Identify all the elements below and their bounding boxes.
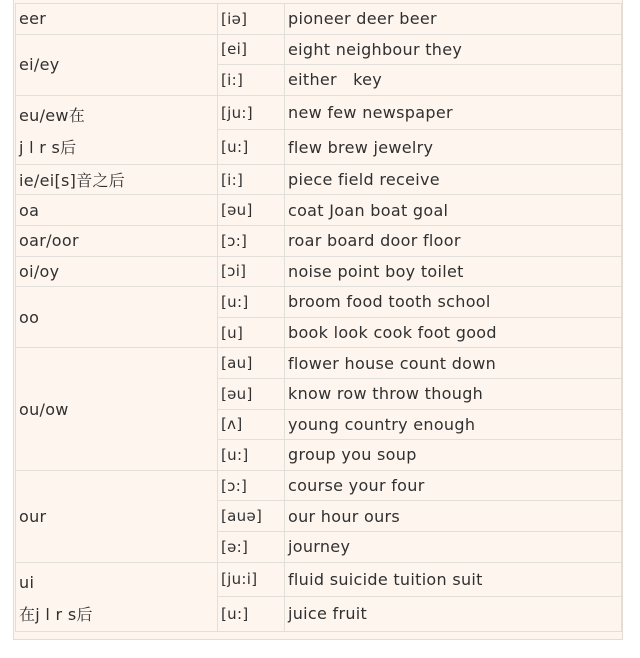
- letter-pattern: eu/ew在: [19, 105, 86, 125]
- letter-pattern: ui: [19, 572, 35, 592]
- example-words: fluid suicide tuition suit: [285, 562, 622, 597]
- letter-pattern-cell: [16, 4, 218, 35]
- phonetic-symbol: [əu]: [218, 195, 285, 226]
- phonetic-symbol: [ʌ]: [218, 409, 285, 440]
- phonetic-symbol: [ei]: [218, 34, 285, 65]
- phonetic-symbol: [u:]: [218, 597, 285, 632]
- example-words: journey: [285, 531, 622, 562]
- example-words: noise point boy toilet: [285, 256, 622, 287]
- table-row: [16, 256, 622, 287]
- phonetic-symbol: [ju:i]: [218, 562, 285, 597]
- phonics-table: [15, 3, 622, 632]
- phonetic-symbol: [ɔ:]: [218, 470, 285, 501]
- letter-pattern: ou/ow: [19, 399, 69, 419]
- example-words: young country enough: [285, 409, 622, 440]
- table-row: [16, 34, 622, 65]
- table-row: [16, 4, 622, 35]
- example-words: either key: [285, 65, 622, 96]
- phonetic-symbol: [u:]: [218, 287, 285, 318]
- letter-pattern: ie/ei[s]音之后: [19, 171, 126, 191]
- phonetic-symbol: [ɔi]: [218, 256, 285, 287]
- example-words: coat Joan boat goal: [285, 195, 622, 226]
- example-words: course your four: [285, 470, 622, 501]
- table-row: [16, 348, 622, 379]
- phonetic-symbol: [u]: [218, 317, 285, 348]
- example-words: eight neighbour they: [285, 34, 622, 65]
- example-words: flew brew jewelry: [285, 130, 622, 165]
- phonics-table-body: [16, 4, 622, 632]
- letter-pattern-cell: [16, 287, 218, 348]
- example-words: roar board door floor: [285, 225, 622, 256]
- phonetic-symbol: [ɔ:]: [218, 225, 285, 256]
- example-words: new few newspaper: [285, 95, 622, 130]
- example-words: book look cook foot good: [285, 317, 622, 348]
- phonetic-symbol: [u:]: [218, 130, 285, 165]
- letter-pattern-cell: [16, 34, 218, 95]
- phonetic-symbol: [au]: [218, 348, 285, 379]
- letter-pattern: oo: [19, 307, 40, 327]
- letter-pattern-cell: [16, 195, 218, 226]
- letter-pattern-cell: [16, 348, 218, 470]
- phonetic-symbol: [ju:]: [218, 95, 285, 130]
- letter-pattern: 在j l r s后: [19, 604, 93, 624]
- table-row: [16, 287, 622, 318]
- phonetic-symbol: [əu]: [218, 378, 285, 409]
- phonetic-symbol: [auə]: [218, 501, 285, 532]
- example-words: know row throw though: [285, 378, 622, 409]
- table-row: [16, 164, 622, 195]
- example-words: flower house count down: [285, 348, 622, 379]
- letter-pattern: oi/oy: [19, 261, 60, 281]
- letter-pattern: oar/oor: [19, 231, 79, 251]
- example-words: broom food tooth school: [285, 287, 622, 318]
- table-row: [16, 225, 622, 256]
- phonetic-symbol: [iə]: [218, 4, 285, 35]
- example-words: juice fruit: [285, 597, 622, 632]
- table-row: [16, 470, 622, 501]
- table-row: [16, 95, 622, 130]
- letter-pattern-cell: [16, 95, 218, 164]
- table-row: [16, 195, 622, 226]
- table-row: [16, 562, 622, 597]
- phonetic-symbol: [i:]: [218, 164, 285, 195]
- letter-pattern: ei/ey: [19, 55, 60, 75]
- example-words: group you soup: [285, 440, 622, 471]
- phonetic-symbol: [ə:]: [218, 531, 285, 562]
- letter-pattern-cell: [16, 256, 218, 287]
- phonetic-symbol: [u:]: [218, 440, 285, 471]
- letter-pattern-cell: [16, 225, 218, 256]
- example-words: pioneer deer beer: [285, 4, 622, 35]
- letter-pattern-cell: [16, 470, 218, 562]
- letter-pattern-cell: [16, 562, 218, 631]
- letter-pattern-cell: [16, 164, 218, 195]
- letter-pattern: oa: [19, 200, 40, 220]
- letter-pattern: eer: [19, 9, 47, 29]
- example-words: our hour ours: [285, 501, 622, 532]
- letter-pattern: our: [19, 506, 47, 526]
- phonetic-symbol: [i:]: [218, 65, 285, 96]
- letter-pattern: j l r s后: [19, 137, 77, 157]
- example-words: piece field receive: [285, 164, 622, 195]
